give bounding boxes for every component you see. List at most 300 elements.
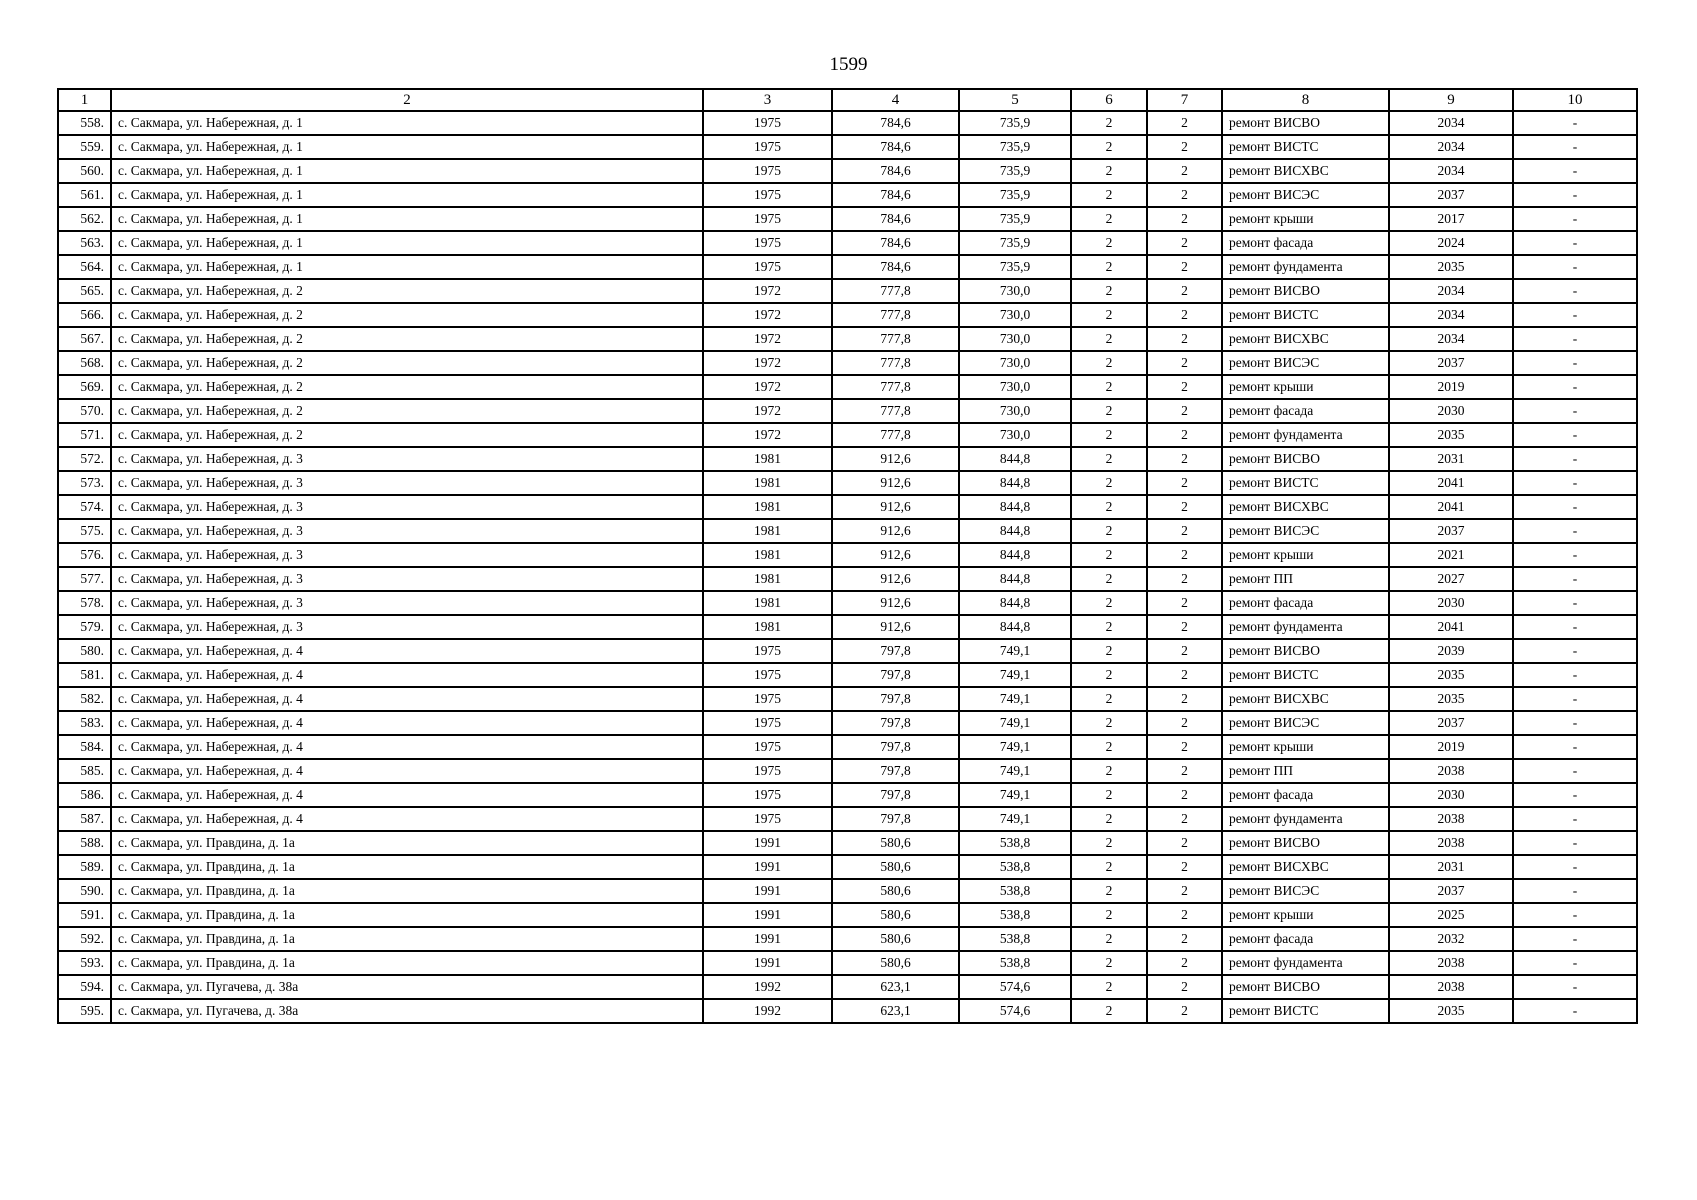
total-area-cell: 777,8 — [832, 303, 959, 327]
column-6-cell: 2 — [1071, 543, 1147, 567]
living-area-cell: 730,0 — [959, 327, 1071, 351]
plan-year-cell: 2041 — [1389, 615, 1513, 639]
build-year-cell: 1975 — [703, 183, 832, 207]
total-area-cell: 580,6 — [832, 855, 959, 879]
plan-year-cell: 2037 — [1389, 351, 1513, 375]
address-cell: с. Сакмара, ул. Набережная, д. 3 — [111, 495, 703, 519]
row-number-cell: 558. — [58, 111, 111, 135]
row-number-cell: 574. — [58, 495, 111, 519]
column-6-cell: 2 — [1071, 903, 1147, 927]
row-number-cell: 559. — [58, 135, 111, 159]
total-area-cell: 912,6 — [832, 591, 959, 615]
living-area-cell: 574,6 — [959, 999, 1071, 1023]
column-6-cell: 2 — [1071, 615, 1147, 639]
work-type-cell: ремонт ВИСВО — [1222, 279, 1389, 303]
work-type-cell: ремонт ВИСЭС — [1222, 519, 1389, 543]
work-type-cell: ремонт крыши — [1222, 543, 1389, 567]
work-type-cell: ремонт фасада — [1222, 399, 1389, 423]
address-cell: с. Сакмара, ул. Набережная, д. 1 — [111, 111, 703, 135]
living-area-cell: 749,1 — [959, 639, 1071, 663]
address-cell: с. Сакмара, ул. Набережная, д. 3 — [111, 615, 703, 639]
column-6-cell: 2 — [1071, 159, 1147, 183]
address-cell: с. Сакмара, ул. Набережная, д. 2 — [111, 303, 703, 327]
plan-year-cell: 2031 — [1389, 855, 1513, 879]
total-area-cell: 777,8 — [832, 399, 959, 423]
column-6-cell: 2 — [1071, 951, 1147, 975]
plan-year-cell: 2034 — [1389, 111, 1513, 135]
column-6-cell: 2 — [1071, 447, 1147, 471]
column-10-cell: - — [1513, 183, 1637, 207]
living-area-cell: 844,8 — [959, 591, 1071, 615]
column-7-cell: 2 — [1147, 231, 1222, 255]
address-cell: с. Сакмара, ул. Набережная, д. 3 — [111, 447, 703, 471]
total-area-cell: 784,6 — [832, 231, 959, 255]
table-row — [58, 687, 1637, 711]
address-cell: с. Сакмара, ул. Набережная, д. 3 — [111, 519, 703, 543]
build-year-cell: 1991 — [703, 855, 832, 879]
living-area-cell: 844,8 — [959, 543, 1071, 567]
work-type-cell: ремонт фундамента — [1222, 807, 1389, 831]
plan-year-cell: 2039 — [1389, 639, 1513, 663]
living-area-cell: 730,0 — [959, 351, 1071, 375]
table-row — [58, 879, 1637, 903]
living-area-cell: 844,8 — [959, 447, 1071, 471]
column-7-cell: 2 — [1147, 783, 1222, 807]
column-10-cell: - — [1513, 567, 1637, 591]
build-year-cell: 1972 — [703, 279, 832, 303]
column-7-cell: 2 — [1147, 447, 1222, 471]
column-header-4: 4 — [832, 89, 959, 111]
column-10-cell: - — [1513, 159, 1637, 183]
plan-year-cell: 2024 — [1389, 231, 1513, 255]
build-year-cell: 1991 — [703, 879, 832, 903]
work-type-cell: ремонт ВИСВО — [1222, 975, 1389, 999]
row-number-cell: 579. — [58, 615, 111, 639]
table-row — [58, 447, 1637, 471]
column-6-cell: 2 — [1071, 111, 1147, 135]
living-area-cell: 749,1 — [959, 711, 1071, 735]
address-cell: с. Сакмара, ул. Набережная, д. 4 — [111, 711, 703, 735]
address-cell: с. Сакмара, ул. Набережная, д. 4 — [111, 783, 703, 807]
row-number-cell: 566. — [58, 303, 111, 327]
address-cell: с. Сакмара, ул. Набережная, д. 1 — [111, 135, 703, 159]
column-10-cell: - — [1513, 807, 1637, 831]
address-cell: с. Сакмара, ул. Набережная, д. 1 — [111, 159, 703, 183]
row-number-cell: 568. — [58, 351, 111, 375]
work-type-cell: ремонт ВИСЭС — [1222, 351, 1389, 375]
total-area-cell: 777,8 — [832, 327, 959, 351]
column-6-cell: 2 — [1071, 807, 1147, 831]
build-year-cell: 1981 — [703, 615, 832, 639]
column-7-cell: 2 — [1147, 399, 1222, 423]
table-row — [58, 495, 1637, 519]
work-type-cell: ремонт ВИСТС — [1222, 999, 1389, 1023]
total-area-cell: 797,8 — [832, 783, 959, 807]
work-type-cell: ремонт ВИСВО — [1222, 111, 1389, 135]
work-type-cell: ремонт ВИСТС — [1222, 663, 1389, 687]
work-type-cell: ремонт ПП — [1222, 759, 1389, 783]
column-10-cell: - — [1513, 831, 1637, 855]
address-cell: с. Сакмара, ул. Набережная, д. 4 — [111, 807, 703, 831]
plan-year-cell: 2035 — [1389, 687, 1513, 711]
total-area-cell: 580,6 — [832, 879, 959, 903]
column-10-cell: - — [1513, 519, 1637, 543]
row-number-cell: 584. — [58, 735, 111, 759]
build-year-cell: 1972 — [703, 423, 832, 447]
plan-year-cell: 2035 — [1389, 663, 1513, 687]
build-year-cell: 1991 — [703, 927, 832, 951]
build-year-cell: 1975 — [703, 783, 832, 807]
work-type-cell: ремонт ВИСХВС — [1222, 687, 1389, 711]
row-number-cell: 583. — [58, 711, 111, 735]
address-cell: с. Сакмара, ул. Набережная, д. 3 — [111, 591, 703, 615]
address-cell: с. Сакмара, ул. Набережная, д. 2 — [111, 423, 703, 447]
column-7-cell: 2 — [1147, 663, 1222, 687]
living-area-cell: 730,0 — [959, 399, 1071, 423]
column-10-cell: - — [1513, 879, 1637, 903]
build-year-cell: 1975 — [703, 111, 832, 135]
work-type-cell: ремонт ВИСВО — [1222, 447, 1389, 471]
total-area-cell: 784,6 — [832, 111, 959, 135]
build-year-cell: 1975 — [703, 207, 832, 231]
total-area-cell: 784,6 — [832, 159, 959, 183]
row-number-cell: 567. — [58, 327, 111, 351]
total-area-cell: 797,8 — [832, 807, 959, 831]
table-header-row — [58, 89, 1637, 111]
work-type-cell: ремонт фасада — [1222, 591, 1389, 615]
column-7-cell: 2 — [1147, 735, 1222, 759]
column-7-cell: 2 — [1147, 279, 1222, 303]
row-number-cell: 560. — [58, 159, 111, 183]
column-7-cell: 2 — [1147, 951, 1222, 975]
row-number-cell: 589. — [58, 855, 111, 879]
plan-year-cell: 2031 — [1389, 447, 1513, 471]
plan-year-cell: 2041 — [1389, 471, 1513, 495]
row-number-cell: 595. — [58, 999, 111, 1023]
table-row — [58, 423, 1637, 447]
living-area-cell: 538,8 — [959, 879, 1071, 903]
total-area-cell: 784,6 — [832, 255, 959, 279]
living-area-cell: 749,1 — [959, 759, 1071, 783]
column-6-cell: 2 — [1071, 711, 1147, 735]
column-10-cell: - — [1513, 591, 1637, 615]
column-10-cell: - — [1513, 927, 1637, 951]
address-cell: с. Сакмара, ул. Правдина, д. 1а — [111, 903, 703, 927]
living-area-cell: 844,8 — [959, 615, 1071, 639]
column-6-cell: 2 — [1071, 639, 1147, 663]
address-cell: с. Сакмара, ул. Пугачева, д. 38а — [111, 999, 703, 1023]
build-year-cell: 1975 — [703, 735, 832, 759]
table-row — [58, 303, 1637, 327]
plan-year-cell: 2030 — [1389, 591, 1513, 615]
column-7-cell: 2 — [1147, 831, 1222, 855]
total-area-cell: 777,8 — [832, 375, 959, 399]
column-10-cell: - — [1513, 423, 1637, 447]
table-row — [58, 375, 1637, 399]
address-cell: с. Сакмара, ул. Набережная, д. 3 — [111, 543, 703, 567]
column-10-cell: - — [1513, 951, 1637, 975]
living-area-cell: 574,6 — [959, 975, 1071, 999]
column-10-cell: - — [1513, 447, 1637, 471]
build-year-cell: 1975 — [703, 687, 832, 711]
total-area-cell: 912,6 — [832, 543, 959, 567]
plan-year-cell: 2037 — [1389, 711, 1513, 735]
plan-year-cell: 2037 — [1389, 879, 1513, 903]
work-type-cell: ремонт крыши — [1222, 735, 1389, 759]
address-cell: с. Сакмара, ул. Правдина, д. 1а — [111, 831, 703, 855]
build-year-cell: 1972 — [703, 327, 832, 351]
column-6-cell: 2 — [1071, 231, 1147, 255]
table-row — [58, 783, 1637, 807]
column-6-cell: 2 — [1071, 999, 1147, 1023]
column-7-cell: 2 — [1147, 375, 1222, 399]
column-10-cell: - — [1513, 543, 1637, 567]
column-10-cell: - — [1513, 999, 1637, 1023]
row-number-cell: 593. — [58, 951, 111, 975]
address-cell: с. Сакмара, ул. Набережная, д. 3 — [111, 471, 703, 495]
column-7-cell: 2 — [1147, 591, 1222, 615]
total-area-cell: 912,6 — [832, 567, 959, 591]
address-cell: с. Сакмара, ул. Набережная, д. 1 — [111, 207, 703, 231]
plan-year-cell: 2034 — [1389, 327, 1513, 351]
plan-year-cell: 2038 — [1389, 975, 1513, 999]
work-type-cell: ремонт ПП — [1222, 567, 1389, 591]
total-area-cell: 912,6 — [832, 495, 959, 519]
column-10-cell: - — [1513, 711, 1637, 735]
column-6-cell: 2 — [1071, 279, 1147, 303]
row-number-cell: 575. — [58, 519, 111, 543]
column-7-cell: 2 — [1147, 111, 1222, 135]
plan-year-cell: 2037 — [1389, 183, 1513, 207]
column-6-cell: 2 — [1071, 591, 1147, 615]
work-type-cell: ремонт ВИСЭС — [1222, 711, 1389, 735]
row-number-cell: 591. — [58, 903, 111, 927]
column-10-cell: - — [1513, 855, 1637, 879]
total-area-cell: 784,6 — [832, 135, 959, 159]
total-area-cell: 784,6 — [832, 207, 959, 231]
table-row — [58, 231, 1637, 255]
column-7-cell: 2 — [1147, 207, 1222, 231]
table-row — [58, 111, 1637, 135]
address-cell: с. Сакмара, ул. Набережная, д. 2 — [111, 399, 703, 423]
column-header-3: 3 — [703, 89, 832, 111]
column-7-cell: 2 — [1147, 639, 1222, 663]
column-6-cell: 2 — [1071, 927, 1147, 951]
column-7-cell: 2 — [1147, 423, 1222, 447]
living-area-cell: 735,9 — [959, 159, 1071, 183]
build-year-cell: 1981 — [703, 471, 832, 495]
address-cell: с. Сакмара, ул. Набережная, д. 2 — [111, 375, 703, 399]
column-6-cell: 2 — [1071, 471, 1147, 495]
plan-year-cell: 2037 — [1389, 519, 1513, 543]
plan-year-cell: 2041 — [1389, 495, 1513, 519]
column-6-cell: 2 — [1071, 735, 1147, 759]
table-row — [58, 255, 1637, 279]
total-area-cell: 797,8 — [832, 687, 959, 711]
column-10-cell: - — [1513, 399, 1637, 423]
column-6-cell: 2 — [1071, 495, 1147, 519]
work-type-cell: ремонт фундамента — [1222, 615, 1389, 639]
table-row — [58, 951, 1637, 975]
column-7-cell: 2 — [1147, 567, 1222, 591]
living-area-cell: 844,8 — [959, 567, 1071, 591]
living-area-cell: 749,1 — [959, 807, 1071, 831]
column-6-cell: 2 — [1071, 207, 1147, 231]
column-7-cell: 2 — [1147, 495, 1222, 519]
table-row — [58, 279, 1637, 303]
column-6-cell: 2 — [1071, 567, 1147, 591]
work-type-cell: ремонт фасада — [1222, 927, 1389, 951]
column-10-cell: - — [1513, 975, 1637, 999]
column-7-cell: 2 — [1147, 687, 1222, 711]
row-number-cell: 570. — [58, 399, 111, 423]
table-row — [58, 591, 1637, 615]
work-type-cell: ремонт ВИСХВС — [1222, 855, 1389, 879]
column-7-cell: 2 — [1147, 159, 1222, 183]
row-number-cell: 571. — [58, 423, 111, 447]
column-10-cell: - — [1513, 735, 1637, 759]
build-year-cell: 1975 — [703, 255, 832, 279]
build-year-cell: 1981 — [703, 447, 832, 471]
row-number-cell: 562. — [58, 207, 111, 231]
table-row — [58, 855, 1637, 879]
column-10-cell: - — [1513, 903, 1637, 927]
column-6-cell: 2 — [1071, 255, 1147, 279]
living-area-cell: 735,9 — [959, 207, 1071, 231]
address-cell: с. Сакмара, ул. Набережная, д. 2 — [111, 351, 703, 375]
column-7-cell: 2 — [1147, 759, 1222, 783]
address-cell: с. Сакмара, ул. Набережная, д. 4 — [111, 735, 703, 759]
row-number-cell: 564. — [58, 255, 111, 279]
build-year-cell: 1975 — [703, 639, 832, 663]
column-7-cell: 2 — [1147, 327, 1222, 351]
total-area-cell: 912,6 — [832, 471, 959, 495]
table-row — [58, 543, 1637, 567]
column-6-cell: 2 — [1071, 783, 1147, 807]
total-area-cell: 797,8 — [832, 759, 959, 783]
column-6-cell: 2 — [1071, 375, 1147, 399]
address-cell: с. Сакмара, ул. Набережная, д. 1 — [111, 183, 703, 207]
column-header-8: 8 — [1222, 89, 1389, 111]
column-10-cell: - — [1513, 351, 1637, 375]
living-area-cell: 735,9 — [959, 183, 1071, 207]
plan-year-cell: 2035 — [1389, 999, 1513, 1023]
column-6-cell: 2 — [1071, 759, 1147, 783]
row-number-cell: 587. — [58, 807, 111, 831]
total-area-cell: 797,8 — [832, 663, 959, 687]
build-year-cell: 1981 — [703, 495, 832, 519]
table-row — [58, 639, 1637, 663]
build-year-cell: 1981 — [703, 519, 832, 543]
address-cell: с. Сакмара, ул. Правдина, д. 1а — [111, 927, 703, 951]
table-row — [58, 975, 1637, 999]
work-type-cell: ремонт ВИСЭС — [1222, 879, 1389, 903]
column-7-cell: 2 — [1147, 183, 1222, 207]
plan-year-cell: 2034 — [1389, 135, 1513, 159]
table-row — [58, 399, 1637, 423]
column-6-cell: 2 — [1071, 519, 1147, 543]
plan-year-cell: 2038 — [1389, 831, 1513, 855]
living-area-cell: 735,9 — [959, 111, 1071, 135]
column-10-cell: - — [1513, 255, 1637, 279]
living-area-cell: 538,8 — [959, 855, 1071, 879]
living-area-cell: 538,8 — [959, 927, 1071, 951]
total-area-cell: 580,6 — [832, 903, 959, 927]
column-6-cell: 2 — [1071, 663, 1147, 687]
work-type-cell: ремонт крыши — [1222, 375, 1389, 399]
living-area-cell: 730,0 — [959, 279, 1071, 303]
column-6-cell: 2 — [1071, 183, 1147, 207]
plan-year-cell: 2034 — [1389, 279, 1513, 303]
total-area-cell: 797,8 — [832, 639, 959, 663]
column-7-cell: 2 — [1147, 135, 1222, 159]
plan-year-cell: 2032 — [1389, 927, 1513, 951]
table-row — [58, 999, 1637, 1023]
build-year-cell: 1972 — [703, 375, 832, 399]
column-7-cell: 2 — [1147, 471, 1222, 495]
repair-schedule-table — [57, 88, 1638, 1024]
build-year-cell: 1972 — [703, 303, 832, 327]
column-10-cell: - — [1513, 207, 1637, 231]
total-area-cell: 912,6 — [832, 519, 959, 543]
work-type-cell: ремонт ВИСЭС — [1222, 183, 1389, 207]
table-row — [58, 519, 1637, 543]
plan-year-cell: 2017 — [1389, 207, 1513, 231]
work-type-cell: ремонт ВИСВО — [1222, 639, 1389, 663]
column-7-cell: 2 — [1147, 543, 1222, 567]
address-cell: с. Сакмара, ул. Набережная, д. 2 — [111, 327, 703, 351]
column-10-cell: - — [1513, 327, 1637, 351]
row-number-cell: 576. — [58, 543, 111, 567]
column-10-cell: - — [1513, 135, 1637, 159]
address-cell: с. Сакмара, ул. Набережная, д. 1 — [111, 231, 703, 255]
living-area-cell: 844,8 — [959, 471, 1071, 495]
column-10-cell: - — [1513, 639, 1637, 663]
row-number-cell: 594. — [58, 975, 111, 999]
total-area-cell: 777,8 — [832, 279, 959, 303]
column-7-cell: 2 — [1147, 999, 1222, 1023]
work-type-cell: ремонт ВИСТС — [1222, 303, 1389, 327]
plan-year-cell: 2038 — [1389, 759, 1513, 783]
address-cell: с. Сакмара, ул. Набережная, д. 4 — [111, 663, 703, 687]
row-number-cell: 590. — [58, 879, 111, 903]
column-header-7: 7 — [1147, 89, 1222, 111]
table-row — [58, 663, 1637, 687]
address-cell: с. Сакмара, ул. Набережная, д. 4 — [111, 639, 703, 663]
work-type-cell: ремонт ВИСХВС — [1222, 159, 1389, 183]
table-row — [58, 183, 1637, 207]
plan-year-cell: 2035 — [1389, 255, 1513, 279]
work-type-cell: ремонт ВИСВО — [1222, 831, 1389, 855]
row-number-cell: 573. — [58, 471, 111, 495]
build-year-cell: 1991 — [703, 951, 832, 975]
build-year-cell: 1975 — [703, 231, 832, 255]
address-cell: с. Сакмара, ул. Набережная, д. 4 — [111, 759, 703, 783]
table-row — [58, 471, 1637, 495]
table-row — [58, 615, 1637, 639]
build-year-cell: 1991 — [703, 831, 832, 855]
table-row — [58, 759, 1637, 783]
column-10-cell: - — [1513, 663, 1637, 687]
work-type-cell: ремонт крыши — [1222, 207, 1389, 231]
plan-year-cell: 2019 — [1389, 375, 1513, 399]
build-year-cell: 1981 — [703, 567, 832, 591]
total-area-cell: 623,1 — [832, 999, 959, 1023]
build-year-cell: 1992 — [703, 999, 832, 1023]
address-cell: с. Сакмара, ул. Набережная, д. 2 — [111, 279, 703, 303]
column-10-cell: - — [1513, 687, 1637, 711]
table-row — [58, 903, 1637, 927]
